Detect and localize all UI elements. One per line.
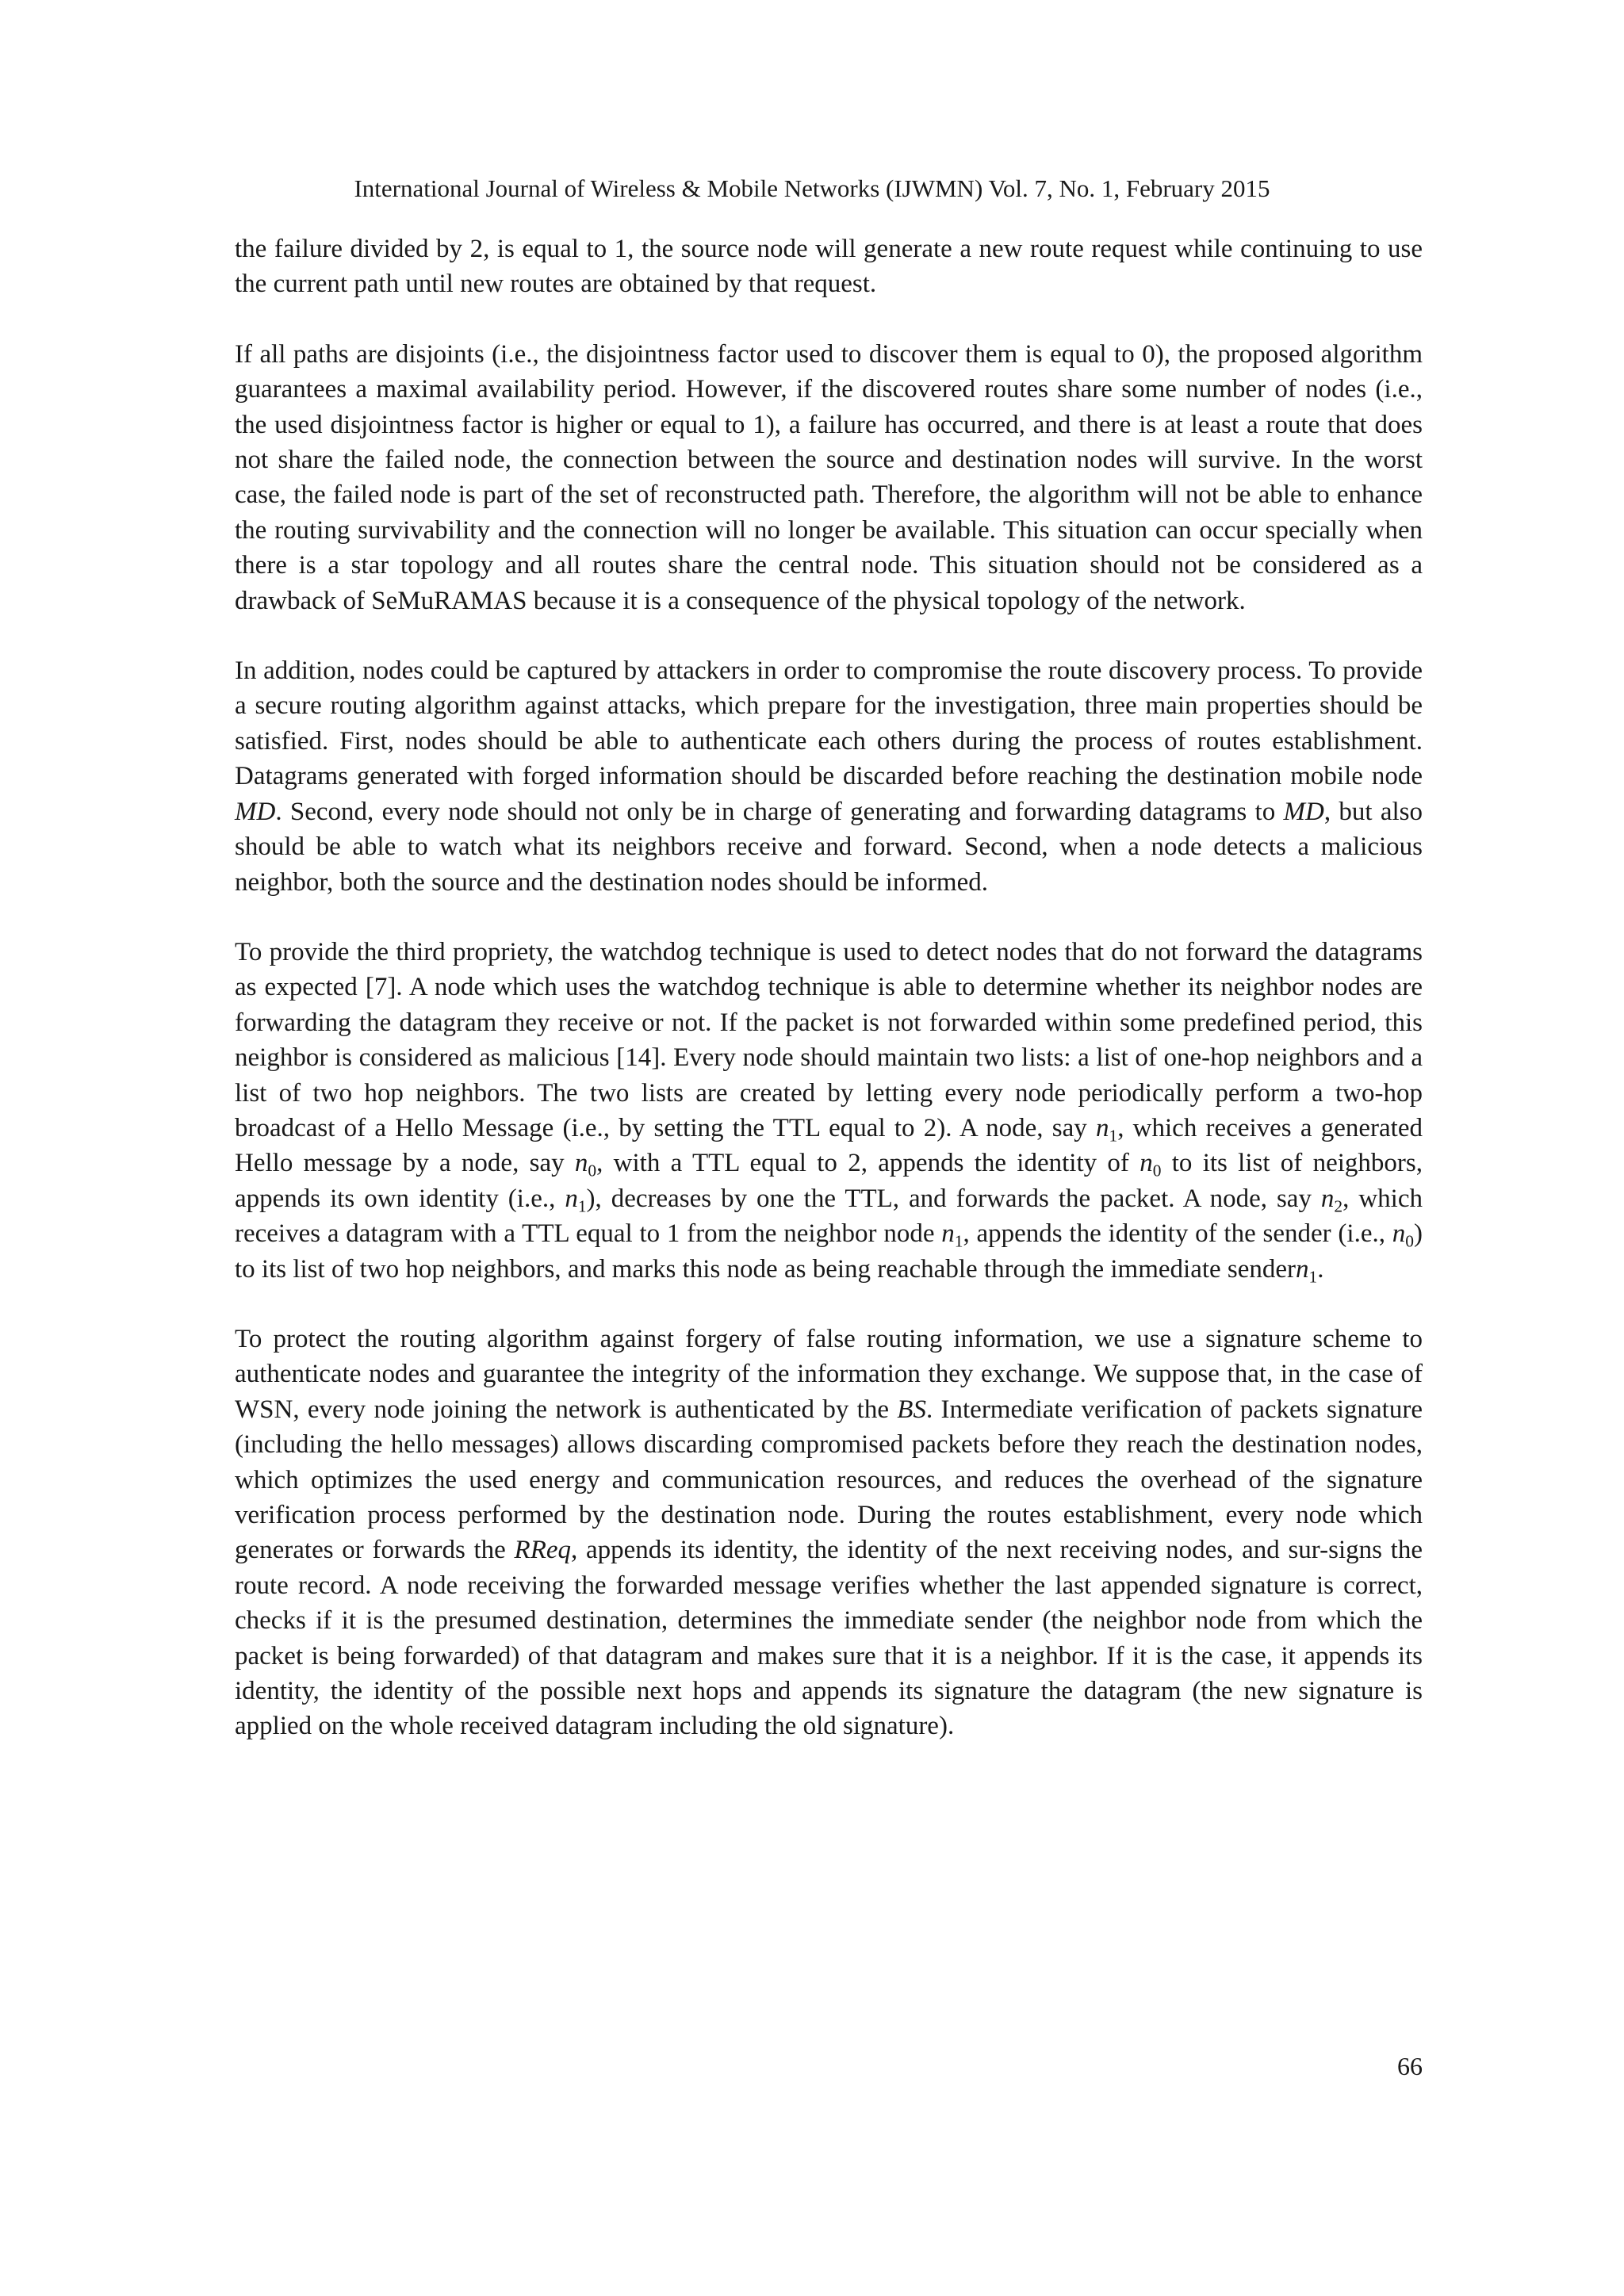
body-text (235, 232, 1423, 1744)
term-rreq: RReq (514, 1536, 571, 1565)
term-md: MD (1283, 797, 1324, 826)
var-n: n (1296, 1254, 1309, 1284)
var-n: n (1095, 1113, 1109, 1142)
paragraph-4: To provide the third propriety, the watchdog technique is used to detect nodes that do not forward the datagrams as expected [7]. A node which uses the watchdog technique is able to determine whether its neighbor nodes are forwarding the datagram they receive or not. If the packet is not forwarded within some predefined period, this neighbor is considered as malicious [14]. Every node should maintain two lists: a list of one-hop neighbors and a list of two hop neighbors. The two lists are created by letting every node periodically perform a two-hop broadcast of a Hello Message (i.e., by setting the TTL equal to 2). A node, say $n_1$, which receives a generated Hello message by a node, say $n_0$, with a TTL equal to 2, appends the identity of $n_0$ to its list of neighbors, appends its own identity (i.e., $n_1$), decreases by one the TTL, and forwards the packet. A node, say $n_2$, which receives a datagram with a TTL equal to 1 from the neighbor node $n_1$, appends the identity of the sender (i.e., $n_0$) to its list of two hop neighbors, and marks this node as being reachable through the immediate sendern$_1$. (235, 937, 1423, 1286)
var-n: n (1392, 1219, 1406, 1249)
paragraph-1: the failure divided by 2, is equal to 1, the source node will generate a new route request while continuing to use the current path until new routes are obtained by that request. (235, 235, 1423, 299)
term-bs: BS (897, 1395, 926, 1424)
page-number: 66 (1397, 2052, 1423, 2080)
var-n: n (1320, 1184, 1335, 1213)
var-n: n (574, 1149, 588, 1178)
term-md: MD (235, 797, 276, 826)
paragraph-3: In addition, nodes could be captured by attackers in order to compromise the route discovery process. To provide a secure routing algorithm against attacks, which prepare for the investigation, three main properties should be satisfied. First, nodes should be able to authenticate each others during the process of routes establishment. Datagrams generated with forged information should be discarded before reaching the destination mobile node MD. Second, every node should not only be in charge of generating and forwarding datagrams to MD, but also should be able to watch what its neighbors receive and forward. Second, when a node detects a malicious neighbor, both the source and the destination nodes should be informed. (235, 656, 1423, 897)
var-n: n (565, 1184, 578, 1213)
paragraph-5: To protect the routing algorithm against forgery of false routing information, we use a signature scheme to authenticate nodes and guarantee the integrity of the information they exchange. We suppose that, in the case of WSN, every node joining the network is authenticated by the BS. Intermediate verification of packets signature (including the hello messages) allows discarding compromised packets before they reach the destination nodes, which optimizes the used energy and communication resources, and reduces the overhead of the signature verification process performed by the destination node. During the routes establishment, every node which generates or forwards the RReq, appends its identity, the identity of the next receiving nodes, and sur-signs the route record. A node receiving the forwarded message verifies whether the last appended signature is correct, checks if it is the presumed destination, determines the immediate sender (the neighbor node from which the packet is being forwarded) of that datagram and makes sure that it is a neighbor. If it is the case, it appends its identity, the identity of the possible next hops and appends its signature the datagram (the new signature is applied on the whole received datagram including the old signature). (235, 1324, 1423, 1741)
var-n: n (1139, 1149, 1153, 1178)
running-header: International Journal of Wireless & Mobile Networks (IJWMN) Vol. 7, No. 1, February 2015 (354, 174, 1270, 202)
var-n: n (941, 1219, 955, 1249)
paragraph-2: If all paths are disjoints (i.e., the disjointness factor used to discover them is equal to 0), the proposed algorithm guarantees a maximal availability period. However, if the discovered routes share some number of nodes (i.e., the used disjointness factor is higher or equal to 1), a failure has occurred, and there is at least a route that does not share the failed node, the connection between the source and destination nodes will survive. In the worst case, the failed node is part of the set of reconstructed path. Therefore, the algorithm will not be able to enhance the routing survivability and the connection will no longer be available. This situation can occur specially when there is a star topology and all routes share the central node. This situation should not be considered as a drawback of SeMuRAMAS because it is a consequence of the physical topology of the network. (235, 339, 1423, 615)
